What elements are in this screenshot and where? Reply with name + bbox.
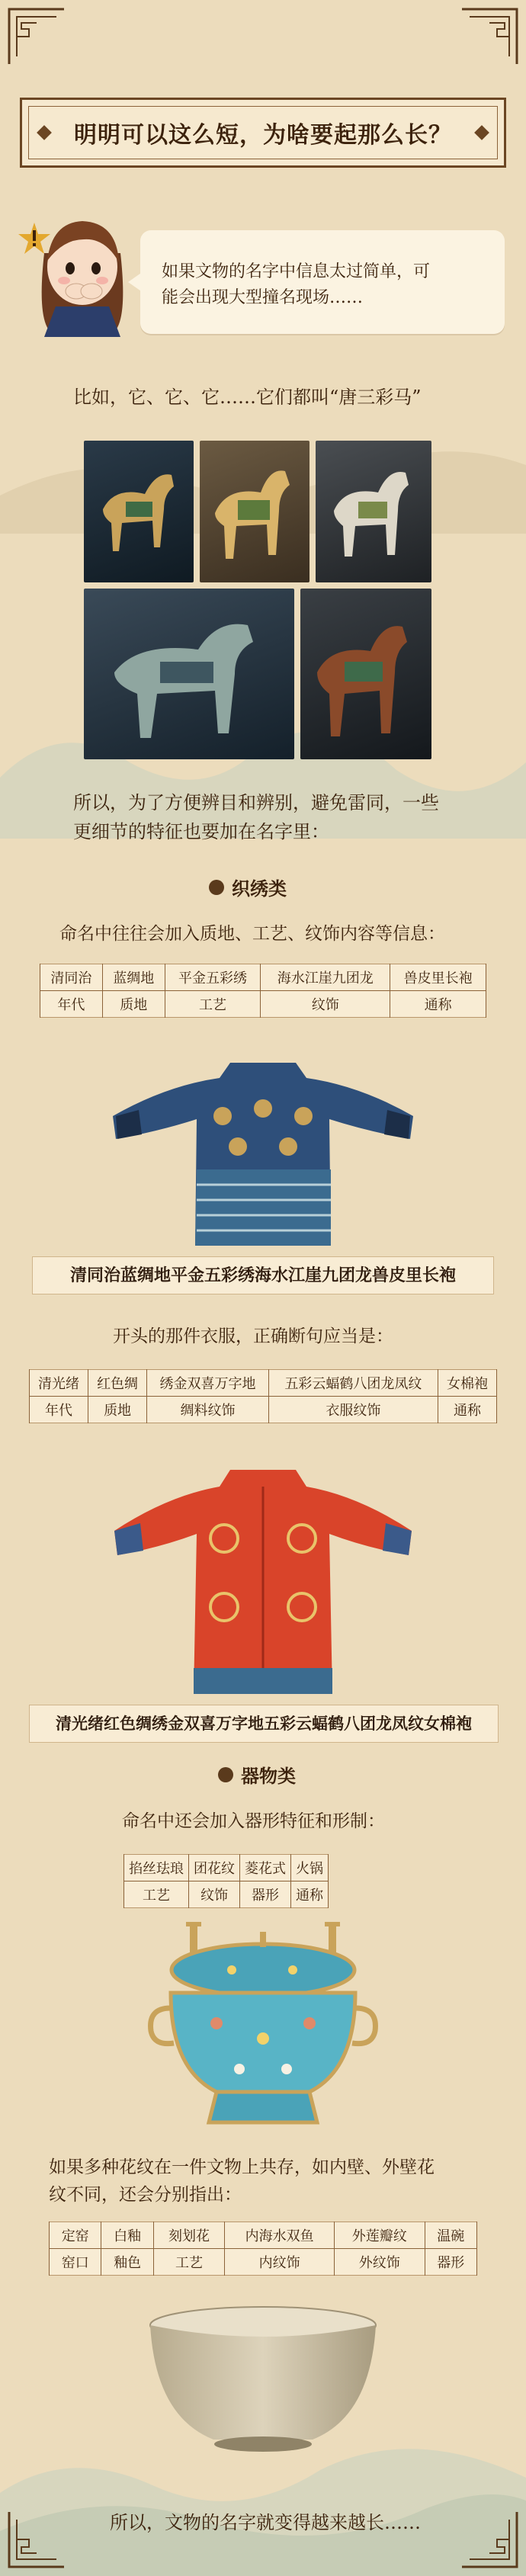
table-cell: 年代 [40,991,103,1018]
table-cell: 质地 [88,1397,147,1423]
table-cell: 釉色 [101,2249,153,2276]
table-cell: 刻划花 [153,2222,225,2249]
table-cell: 衣服纹饰 [268,1397,438,1423]
intro-line-1: 如果文物的名字中信息太过简单，可 [162,262,431,281]
table-cell: 纹饰 [189,1881,240,1908]
section-heading-textiles [209,874,287,900]
vessels-description: 命名中还会加入器形特征和形制： [122,1811,385,1831]
table-cell: 海水江崖九团龙 [261,964,390,991]
table-cell: 团花纹 [189,1855,240,1881]
multi-pattern-line-1: 如果多种花纹在一件文物上共存，如内壁、外壁花 [49,2157,435,2177]
table-cell: 绸料纹饰 [147,1397,269,1423]
table-cell: 工艺 [124,1881,189,1908]
cartoon-girl-illustration [21,200,143,337]
reason-line-1: 所以，为了方便辨目和辨别，避免雷同，一些 [73,792,439,813]
reason-line-2: 更细节的特征也要加在名字里： [73,821,329,842]
horse-photo-1 [84,441,194,582]
table-cell: 白釉 [101,2222,153,2249]
table-cell: 菱花式 [240,1855,291,1881]
table-cell: 窑口 [50,2249,101,2276]
table-cell: 蓝绸地 [102,964,165,991]
table-cell: 温碗 [425,2222,476,2249]
blue-robe-image [108,1055,418,1253]
table-cell: 定窑 [50,2222,101,2249]
table-cell: 绣金双喜万字地 [147,1370,269,1397]
horse-photo-4 [84,589,294,759]
table-cell: 女棉袍 [438,1370,496,1397]
table-cell: 五彩云蝠鹤八团龙凤纹 [268,1370,438,1397]
textiles-name-table-2 [29,1369,497,1423]
intro-line-2: 能会出现大型撞名现场…… [162,288,364,307]
multi-pattern-line-2: 纹不同，还会分别指出： [49,2185,242,2205]
section-heading-label: 织绣类 [232,878,287,900]
table-cell: 年代 [30,1397,88,1423]
vessels-name-table-2 [49,2222,477,2276]
table-cell: 兽皮里长袍 [390,964,486,991]
corner-ornament-icon [459,2509,520,2570]
section-dot-icon [218,1767,233,1782]
table-cell: 通称 [291,1881,329,1908]
corner-ornament-icon [6,2509,67,2570]
table-cell: 通称 [438,1397,496,1423]
corner-ornament-icon [459,6,520,67]
exclaim-star-icon [17,221,52,256]
section-heading-label: 器物类 [241,1766,296,1787]
red-robe-image [110,1462,416,1702]
table-cell: 纹饰 [261,991,390,1018]
table-cell: 内纹饰 [225,2249,335,2276]
robe-2-caption: 清光绪红色绸绣金双喜万字地五彩云蝠鹤八团龙凤纹女棉袍 [29,1705,499,1743]
intro-text [162,259,489,311]
table-cell: 平金五彩绣 [165,964,261,991]
table-cell: 掐丝珐琅 [124,1855,189,1881]
robe-1-caption: 清同治蓝绸地平金五彩绣海水江崖九团龙兽皮里长袍 [32,1256,494,1294]
textiles-name-table-1 [40,964,486,1018]
table-cell: 通称 [390,991,486,1018]
conclusion-line: 所以，文物的名字就变得越来越长…… [110,2512,421,2533]
table-cell: 外纹饰 [334,2249,425,2276]
page-title: 明明可以这么短，为啥要起那么长？ [74,122,452,149]
cloisonne-hotpot-image [140,1917,386,2138]
textiles-description: 命名中往往会加入质地、工艺、纹饰内容等信息： [59,924,445,944]
horse-photo-2 [200,441,310,582]
table-cell: 器形 [425,2249,476,2276]
horse-photo-5 [300,589,431,759]
title-banner [20,98,506,168]
horse-photo-3 [316,441,431,582]
table-cell: 清同治 [40,964,103,991]
table-cell: 工艺 [153,2249,225,2276]
table-cell: 工艺 [165,991,261,1018]
table-cell: 质地 [102,991,165,1018]
table-cell: 器形 [240,1881,291,1908]
section-dot-icon [209,880,224,895]
table-cell: 红色绸 [88,1370,147,1397]
example-line: 比如，它、它、它……它们都叫“唐三彩马” [73,387,422,408]
section-heading-vessels [218,1761,296,1788]
question-line: 开头的那件衣服，正确断句应当是： [113,1326,393,1346]
corner-ornament-icon [6,6,67,67]
table-cell: 清光绪 [30,1370,88,1397]
table-cell: 外莲瓣纹 [334,2222,425,2249]
table-cell: 火锅 [291,1855,329,1881]
vessels-name-table-1 [123,1854,329,1908]
white-glazed-bowl-image [145,2302,381,2455]
table-cell: 内海水双鱼 [225,2222,335,2249]
